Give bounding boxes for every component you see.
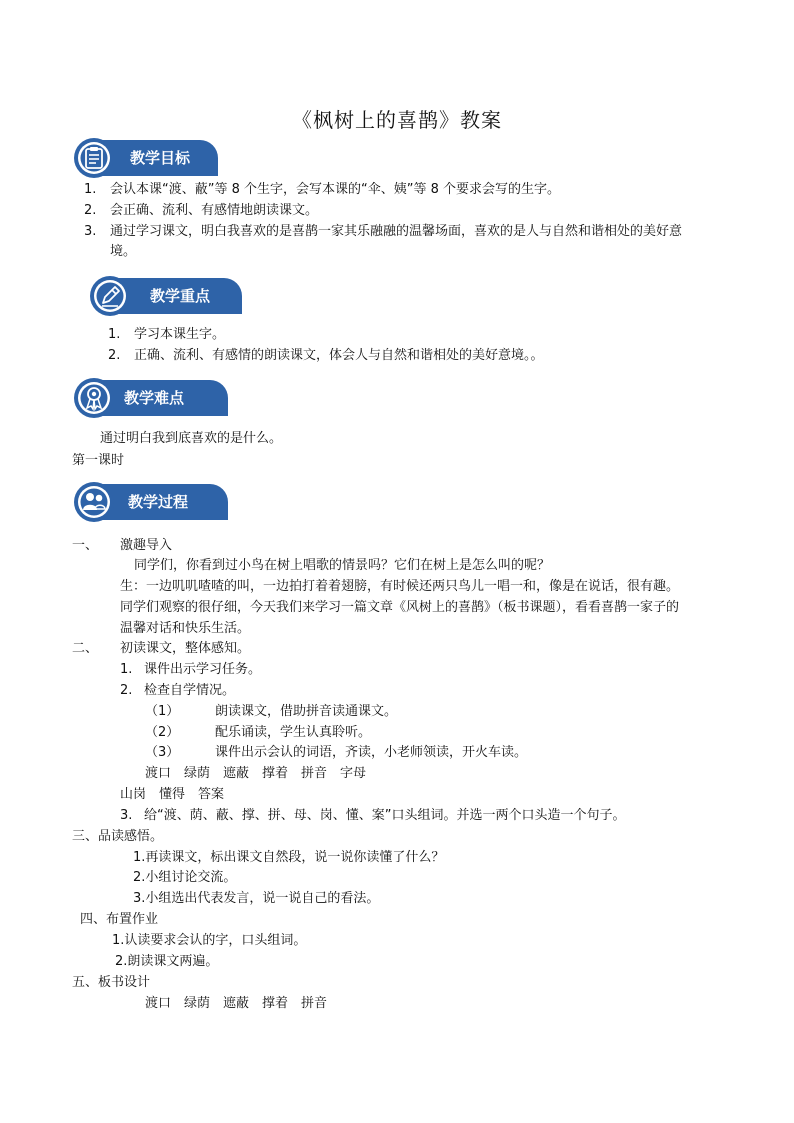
goal-item-2: 2. 会正确、流利、有感情地朗读课文。 (84, 203, 319, 218)
section-1-title: 激趣导入 (120, 538, 173, 553)
section-3-item: 2.小组讨论交流。 (133, 870, 237, 885)
clipboard-icon (74, 138, 114, 178)
users-icon (74, 482, 114, 522)
section-2-item: 2. 检查自学情况。 (120, 683, 236, 698)
page-title: 《枫树上的喜鹊》教案 (292, 108, 502, 132)
section-5-title: 五、板书设计 (72, 975, 151, 990)
section-banner-process (72, 482, 232, 522)
section-1-paragraph: 同学们，你看到过小鸟在树上唱歌的情景吗？它们在树上是怎么叫的呢？ (134, 558, 551, 573)
section-2-subitem: （2） 配乐诵读，学生认真聆听。 (145, 725, 372, 740)
section-2-subitem: （1） 朗读课文，借助拼音读通课文。 (145, 704, 398, 719)
section-heading-difficulty: 教学难点 (124, 389, 185, 407)
section-4-item: 1.认读要求会认的字，口头组词。 (112, 933, 307, 948)
difficulty-text: 通过明白我到底喜欢的是什么。 (100, 431, 283, 446)
section-banner-goals (72, 138, 228, 178)
goal-item-3: 3. 通过学习课文，明白我喜欢的是喜鹊一家其乐融融的温馨场面，喜欢的是人与自然和谐相处的美好意 (84, 224, 683, 239)
section-1-paragraph: 温馨对话和快乐生活。 (120, 621, 251, 636)
section-2-subitem: （3） 课件出示会认的词语，齐读，小老师领读，开火车读。 (145, 745, 528, 760)
section-2-title: 初读课文，整体感知。 (120, 641, 251, 656)
section-4-title: 四、布置作业 (80, 912, 159, 927)
section-banner-key-points (88, 276, 248, 316)
section-3-item: 3.小组选出代表发言，说一说自己的看法。 (133, 891, 380, 906)
goal-item-3-continued: 境。 (110, 244, 137, 259)
section-3-item: 1.再读课文，标出课文自然段，说一说你读懂了什么？ (133, 850, 445, 865)
board-design-words: 渡口 绿荫 遮蔽 撑着 拼音 (145, 996, 328, 1011)
section-1-number: 一、 (72, 538, 99, 553)
key-point-item-1: 1. 学习本课生字。 (108, 327, 226, 342)
pencil-icon (90, 276, 130, 316)
section-2-number: 二、 (72, 641, 99, 656)
section-banner-difficulty (72, 378, 232, 418)
section-3-title: 三、品读感悟。 (72, 829, 164, 844)
section-heading-key-points: 教学重点 (150, 287, 211, 305)
section-1-paragraph: 生：一边叽叽喳喳的叫，一边拍打着着翅膀，有时候还两只鸟儿一唱一和，像是在说话，很有趣。 (120, 579, 680, 594)
key-point-item-2: 2. 正确、流利、有感情的朗读课文，体会人与自然和谐相处的美好意境。。 (108, 348, 544, 363)
section-4-item: 2.朗读课文两遍。 (115, 954, 219, 969)
section-2-item: 3. 给“渡、荫、蔽、撑、拼、母、岗、懂、案”口头组词。并选一两个口头造一个句子。 (120, 808, 626, 823)
section-heading-process: 教学过程 (128, 493, 189, 511)
award-icon (74, 378, 114, 418)
vocabulary-words: 山岗 懂得 答案 (120, 787, 225, 802)
lesson-label: 第一课时 (72, 453, 125, 468)
section-2-item: 1. 课件出示学习任务。 (120, 662, 262, 677)
goal-item-1: 1. 会认本课“渡、蔽”等 8 个生字，会写本课的“伞、姨”等 8 个要求会写的生字。 (84, 182, 561, 197)
section-1-paragraph: 同学们观察的很仔细，今天我们来学习一篇文章《风树上的喜鹊》（板书课题），看看喜鹊一家子的 (120, 600, 680, 615)
vocabulary-words: 渡口 绿荫 遮蔽 撑着 拼音 字母 (145, 766, 367, 781)
section-heading-goals: 教学目标 (130, 149, 191, 167)
